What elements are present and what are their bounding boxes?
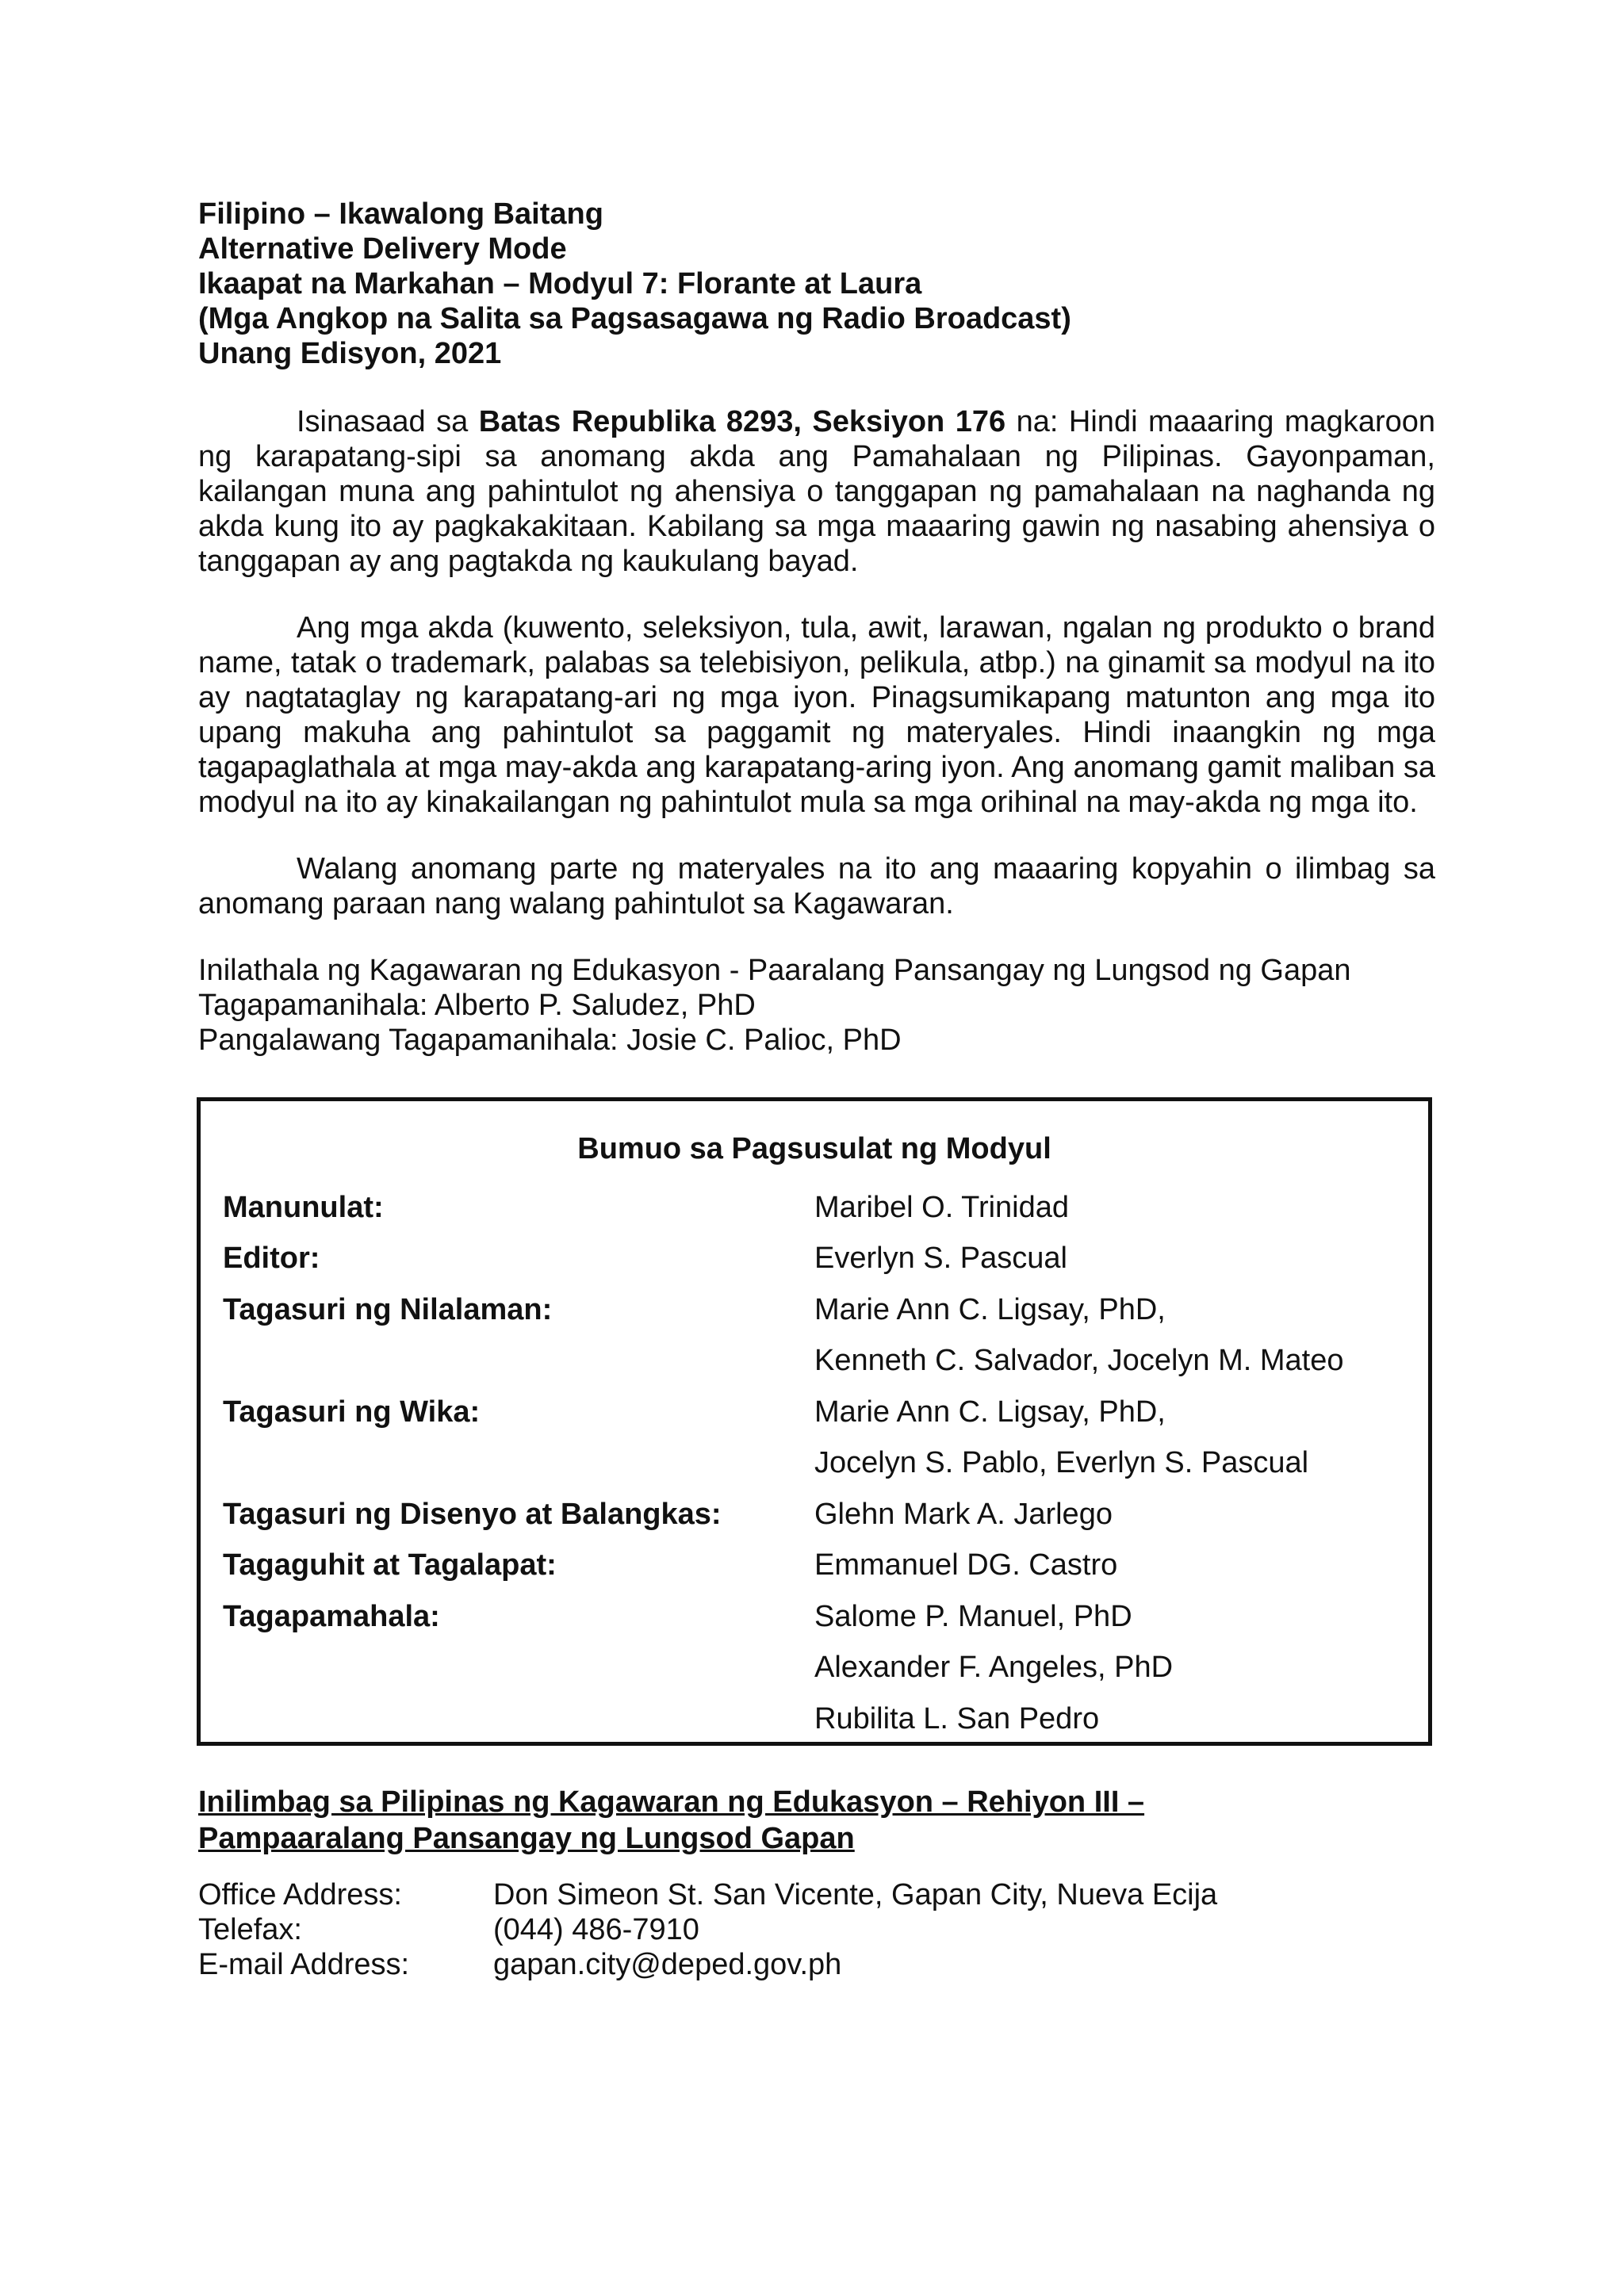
team-role: Editor: <box>223 1242 320 1276</box>
office-address-row <box>198 1877 1217 1912</box>
team-member-name: Marie Ann C. Ligsay, PhD, <box>814 1395 1166 1429</box>
development-team-list <box>223 1182 1406 1745</box>
subject-grade: Filipino – Ikawalong Baitang <box>198 197 603 231</box>
delivery-mode: Alternative Delivery Mode <box>198 232 567 266</box>
team-row <box>223 1387 1406 1438</box>
telefax-value: (044) 486-7910 <box>493 1913 699 1946</box>
email-value: gapan.city@deped.gov.ph <box>493 1948 842 1981</box>
assistant-superintendent-line: Pangalawang Tagapamanihala: Josie C. Palioc, PhD <box>198 1024 902 1057</box>
printed-by <box>198 1784 1144 1857</box>
team-role: Tagapamahala: <box>223 1599 440 1633</box>
edition: Unang Edisyon, 2021 <box>198 337 502 370</box>
office-address-label: Office Address: <box>198 1878 402 1911</box>
publisher-info <box>198 953 1435 1058</box>
team-role: Tagasuri ng Nilalaman: <box>223 1292 553 1326</box>
printed-by-line2: Pampaaralang Pansangay ng Lungsod Gapan <box>198 1822 855 1855</box>
team-row <box>223 1591 1406 1643</box>
law-reference: Batas Republika 8293, Seksiyon 176 <box>478 405 1006 438</box>
development-team-title: Bumuo sa Pagsusulat ng Modyul <box>577 1132 1051 1165</box>
team-row <box>223 1489 1406 1540</box>
team-member-name: Everlyn S. Pascual <box>814 1242 1067 1276</box>
team-member-name: Jocelyn S. Pablo, Everlyn S. Pascual <box>814 1446 1309 1480</box>
team-row <box>223 1643 1406 1694</box>
team-member-name: Emmanuel DG. Castro <box>814 1548 1118 1582</box>
email-row <box>198 1947 1217 1982</box>
document-body <box>198 197 1435 1058</box>
team-member-name: Glehn Mark A. Jarlego <box>814 1497 1113 1531</box>
team-row <box>223 1438 1406 1490</box>
contact-info <box>198 1877 1217 1982</box>
email-label: E-mail Address: <box>198 1948 410 1981</box>
team-member-name: Rubilita L. San Pedro <box>814 1701 1100 1735</box>
team-member-name: Kenneth C. Salvador, Jocelyn M. Mateo <box>814 1344 1344 1378</box>
copyright-paragraph <box>198 404 1435 579</box>
team-row <box>223 1182 1406 1234</box>
reproduction-paragraph: Walang anomang parte ng materyales na ito ang maaaring kopyahin o ilimbag sa anomang paraan nang walang pahintulot sa Kagawaran. <box>198 852 1435 920</box>
team-role: Manunulat: <box>223 1190 384 1224</box>
team-member-name: Salome P. Manuel, PhD <box>814 1599 1132 1633</box>
team-role: Tagaguhit at Tagalapat: <box>223 1548 557 1582</box>
team-member-name: Maribel O. Trinidad <box>814 1190 1070 1224</box>
document-header <box>198 197 1435 371</box>
telefax-row <box>198 1912 1217 1947</box>
development-team-box <box>197 1097 1432 1746</box>
printed-by-line1: Inilimbag sa Pilipinas ng Kagawaran ng Edukasyon – Rehiyon III – <box>198 1785 1145 1819</box>
copyright-text-rest: na: Hindi maaaring magkaroon ng karapatang-sipi sa anomang akda ang Pamahalaan ng Pilipinas. Gayonpaman, kailangan muna ang pahintulot ng ahensiya o tanggapan ng pamahalaan na naghanda ng akda kung ito ay pagkakakitaan. Kabilang sa mga maaaring gawin ng nasabing ahensiya o tanggapan ay ang pagtakda ng kaukulang bayad. <box>198 405 1436 578</box>
rights-paragraph: Ang mga akda (kuwento, seleksiyon, tula, awit, larawan, ngalan ng produkto o brand name, tatak o trademark, palabas sa telebisiyon, pelikula, atbp.) na ginamit sa modyul na ito ay nagtataglay ng karapatang-ari ng mga iyon. Pinagsumikapang matunton ang mga ito upang makuha ang pahintulot sa paggamit ng materyales. Hindi inaangkin ng mga tagapaglathala at mga may-akda ang karapatang-aring iyon. Ang anomang gamit maliban sa modyul na ito ay kinakailangan ng pahintulot mula sa mga orihinal na may-akda ng mga ito. <box>198 611 1435 819</box>
telefax-label: Telefax: <box>198 1913 302 1946</box>
superintendent-line: Tagapamanihala: Alberto P. Saludez, PhD <box>198 989 756 1022</box>
team-row <box>223 1693 1406 1745</box>
module-subtitle: (Mga Angkop na Salita sa Pagsasagawa ng Radio Broadcast) <box>198 302 1071 335</box>
team-role: Tagasuri ng Disenyo at Balangkas: <box>223 1497 722 1531</box>
team-row <box>223 1540 1406 1592</box>
team-row <box>223 1234 1406 1285</box>
copyright-text-start: Isinasaad sa <box>297 405 479 438</box>
module-title: Ikaapat na Markahan – Modyul 7: Florante at Laura <box>198 267 922 300</box>
team-row <box>223 1336 1406 1387</box>
team-row <box>223 1284 1406 1336</box>
office-address-value: Don Simeon St. San Vicente, Gapan City, Nueva Ecija <box>493 1878 1218 1911</box>
team-member-name: Marie Ann C. Ligsay, PhD, <box>814 1292 1166 1326</box>
team-member-name: Alexander F. Angeles, PhD <box>814 1651 1174 1685</box>
team-role: Tagasuri ng Wika: <box>223 1395 481 1429</box>
publisher-line: Inilathala ng Kagawaran ng Edukasyon - Paaralang Pansangay ng Lungsod ng Gapan <box>198 954 1351 987</box>
